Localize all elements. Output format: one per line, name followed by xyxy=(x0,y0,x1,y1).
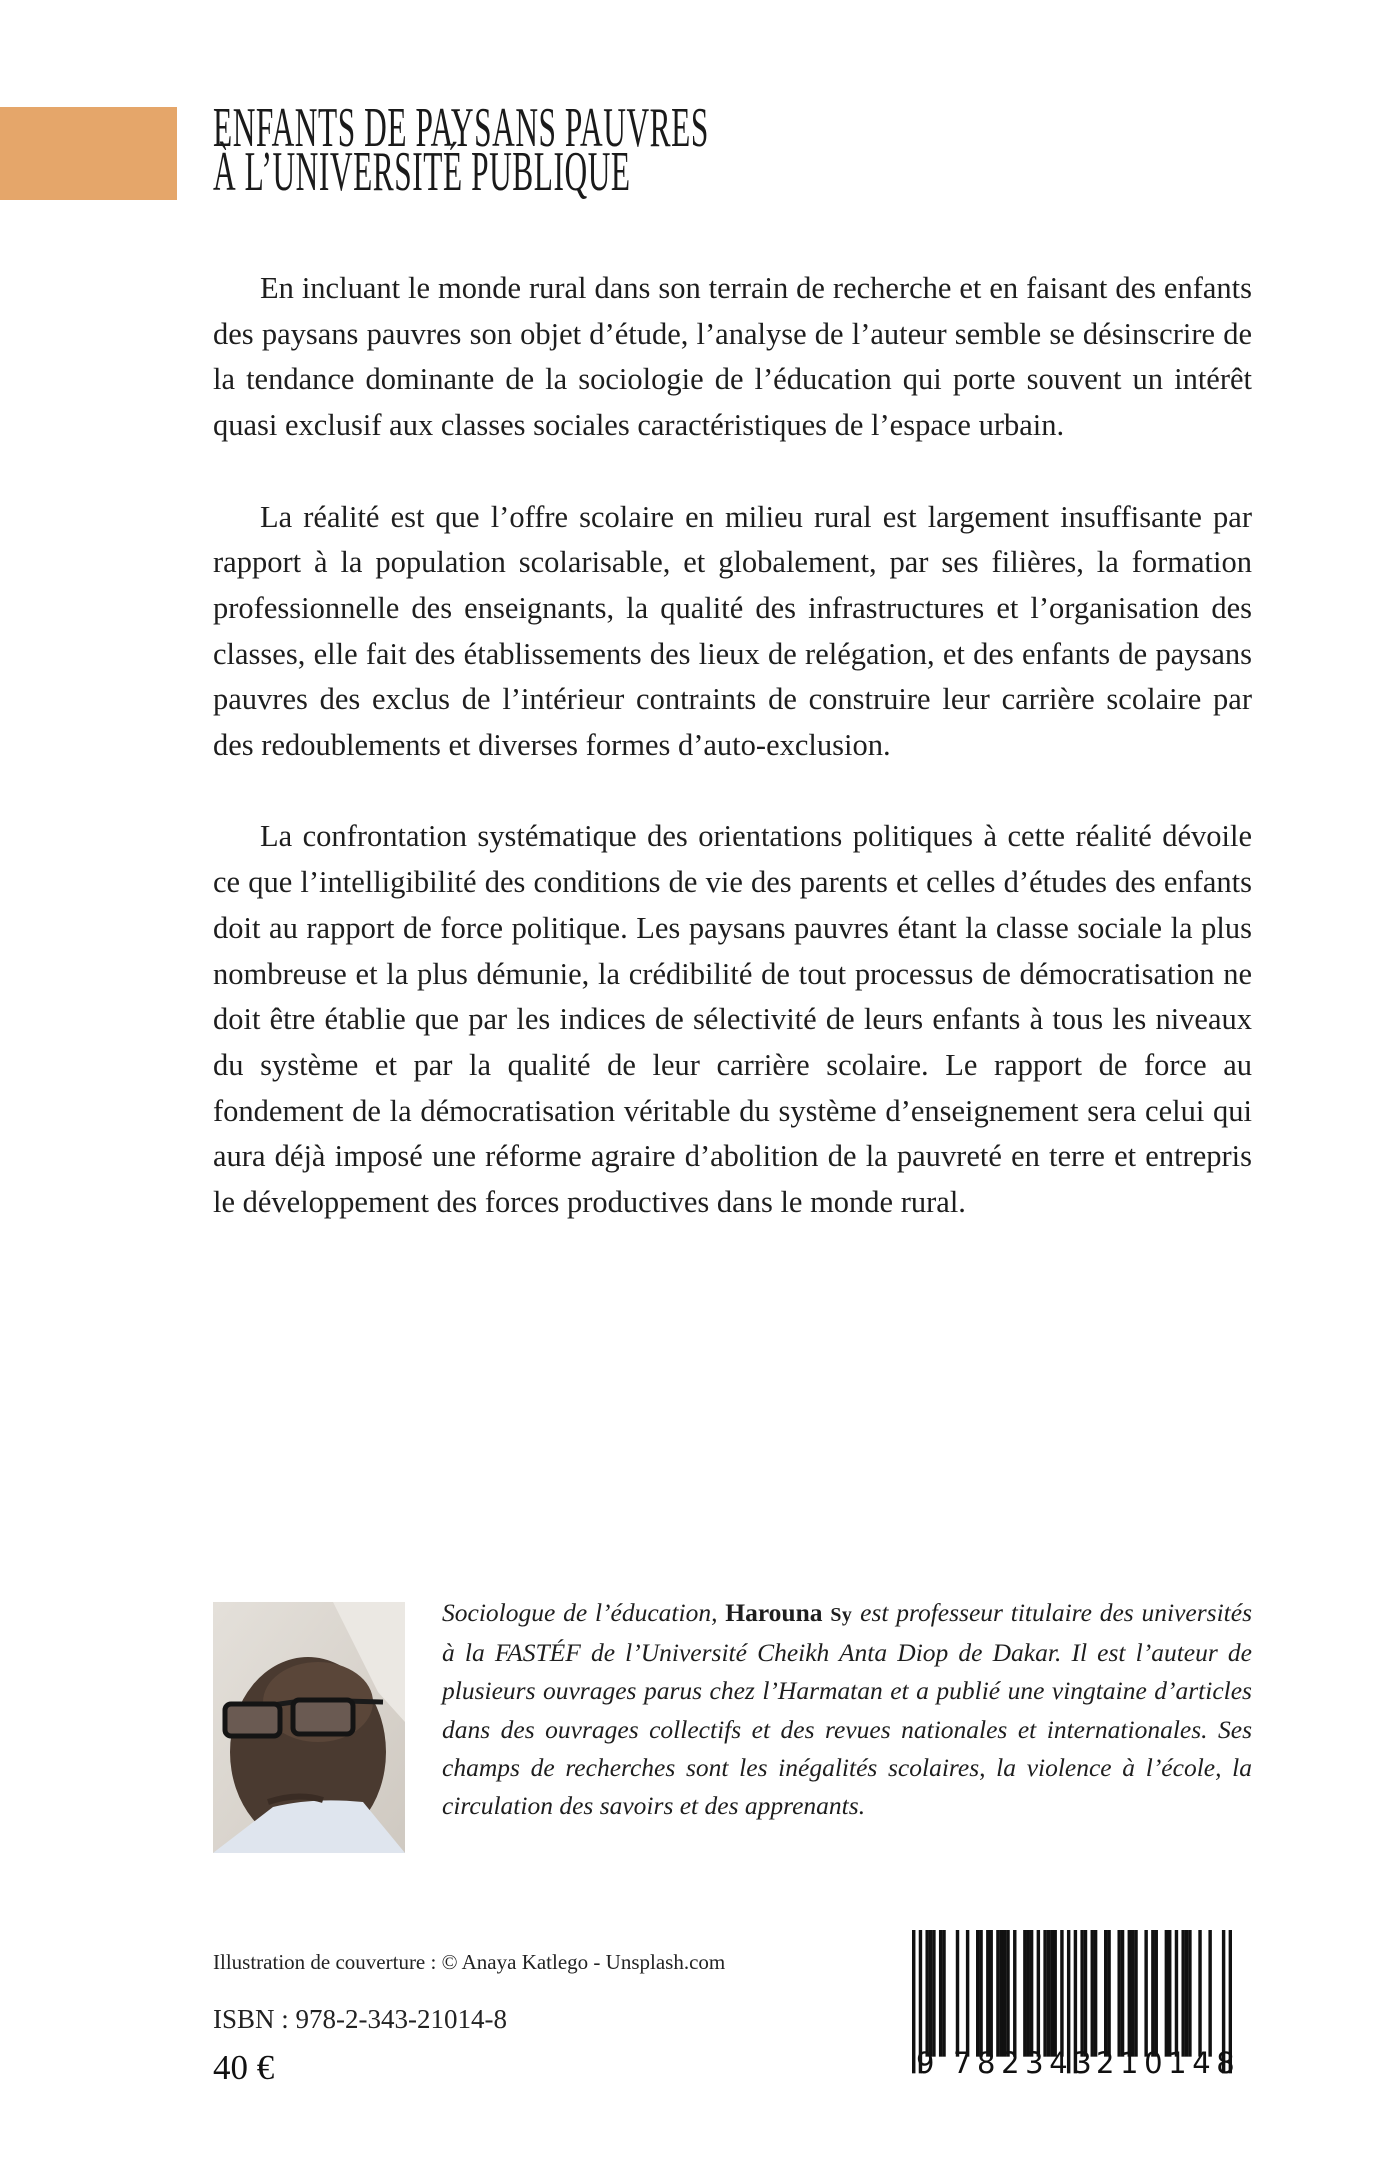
blurb-paragraph-2: La réalité est que l’offre scolaire en milieu rural est largement insuffisante par rapport à la population scolarisable, et globalement, par ses filières, la formation professionnelle des enseignants, la qualité des infrastructures et l’organisation des classes, elle fait des établissements des lieux de relégation, et des enfants de paysans pauvres des exclus de l’intérieur contraints de construire leur carrière scolaire par des redoublements et diverses formes d’auto-exclusion. xyxy=(213,499,1252,763)
author-photo xyxy=(213,1602,405,1853)
title-line-1: ENFANTS DE PAYSANS PAUVRES xyxy=(213,97,709,159)
author-name xyxy=(725,1598,852,1627)
blurb-paragraph-3: La confrontation systématique des orientations politiques à cette réalité dévoile ce que l’intelligibilité des conditions de vie des parents et celles d’études des enfants doit au rapport de force politique. Les paysans pauvres étant la classe sociale la plus nombreuse et la plus démunie, la crédibilité de tout processus de démocratisation ne doit être établie que par les indices de sélectivité de leurs enfants à tous les niveaux du système et par la qualité de leur carrière scolaire. Le rapport de force au fondement de la démocratisation véritable du système d’enseignement sera celui qui aura déjà imposé une réforme agraire d’abolition de la pauvreté en terre et entrepris le développement des forces productives dans le monde rural. xyxy=(213,819,1252,1220)
author-bio xyxy=(442,1594,1252,1825)
author-first-name: Harouna xyxy=(725,1598,823,1627)
price: 40 € xyxy=(213,2048,275,2087)
barcode-lead-digit: 9 xyxy=(916,2046,941,2080)
author-last-name: Sy xyxy=(830,1604,853,1626)
barcode-right-digits: 210148 xyxy=(1096,2046,1241,2080)
book-title xyxy=(213,97,709,203)
title-line-2: À L’UNIVERSITÉ PUBLIQUE xyxy=(213,141,631,203)
accent-color-block xyxy=(0,107,177,200)
barcode-left-digits: 782343 xyxy=(953,2046,1098,2080)
bio-intro: Sociologue de l’éducation, xyxy=(442,1598,726,1627)
author-portrait-icon xyxy=(213,1602,405,1853)
bio-text: est professeur titulaire des universités à la FASTÉF de l’Université Cheikh Anta Diop de Dakar. Il est l’auteur de plusieurs ouvrages parus chez l’Harmatan et a publié une vingtaine d’articles dans des ouvrages collectifs et des revues nationales et internationales. Ses champs de recherches sont les inégalités scolaires, la violence à l’école, la circulation des savoirs et des apprenants. xyxy=(442,1598,1252,1821)
isbn: ISBN : 978-2-343-21014-8 xyxy=(213,2004,507,2034)
blurb-paragraph-1: En incluant le monde rural dans son terrain de recherche et en faisant des enfants des paysans pauvres son objet d’étude, l’analyse de l’auteur semble se désinscrire de la tendance dominante de la sociologie de l’éducation qui porte souvent un intérêt quasi exclusif aux classes sociales caractéristiques de l’espace urbain. xyxy=(213,271,1252,443)
blurb xyxy=(213,266,1252,1271)
illustration-credit: Illustration de couverture : © Anaya Katlego - Unsplash.com xyxy=(213,1950,726,1974)
